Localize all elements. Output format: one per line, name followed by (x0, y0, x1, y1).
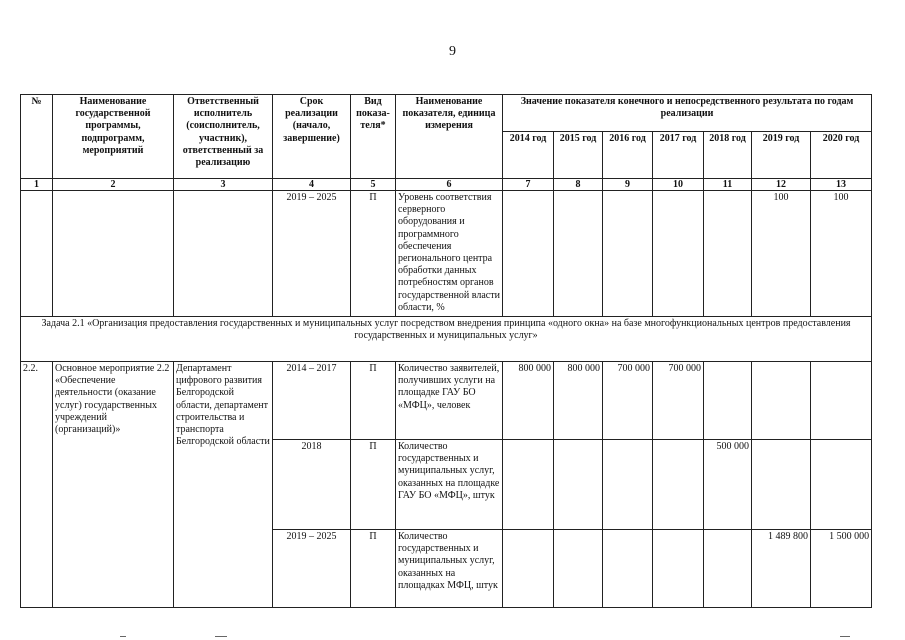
row-value (811, 362, 872, 440)
column-number: 4 (273, 179, 351, 191)
row-value (554, 440, 603, 530)
column-number: 11 (704, 179, 752, 191)
table-row (21, 191, 872, 317)
column-number: 9 (603, 179, 653, 191)
header-year: 2016 год (603, 132, 653, 179)
row-value (503, 440, 554, 530)
row-value: 700 000 (603, 362, 653, 440)
row-value (704, 530, 752, 608)
header-year: 2017 год (653, 132, 704, 179)
row-value: 500 000 (704, 440, 752, 530)
column-number-row (21, 179, 872, 191)
row-indicator: Количество государственных и муниципальных услуг, оказанных на площадках МФЦ, штук (396, 530, 503, 608)
row-value (653, 530, 704, 608)
row-value (704, 362, 752, 440)
row-period: 2019 – 2025 (273, 530, 351, 608)
column-number: 13 (811, 179, 872, 191)
header-indicator-type: Вид показа-теля* (351, 95, 396, 179)
row-value (704, 191, 752, 317)
column-number: 8 (554, 179, 603, 191)
column-number: 12 (752, 179, 811, 191)
row-name-cell (53, 191, 174, 317)
header-year: 2014 год (503, 132, 554, 179)
event-num: 2.2. (21, 362, 53, 608)
page-number: 9 (449, 44, 456, 59)
row-indicator: Количество заявителей, получивших услуги на площадке ГАУ БО «МФЦ», человек (396, 362, 503, 440)
row-value (503, 191, 554, 317)
row-value (554, 191, 603, 317)
header-year: 2019 год (752, 132, 811, 179)
row-value: 1 489 800 (752, 530, 811, 608)
header-year: 2020 год (811, 132, 872, 179)
row-indicator-type: П (351, 362, 396, 440)
table-row (21, 362, 872, 440)
row-period: 2014 – 2017 (273, 362, 351, 440)
header-indicator-name: Наименование показателя, единица измерения (396, 95, 503, 179)
event-name: Основное мероприятие 2.2 «Обеспечение деятельности (оказание услуг) государственных учреждений (организаций)» (53, 362, 174, 608)
event-executor: Департамент цифрового развития Белгородской области, департамент строительства и транспорта Белгородской области (174, 362, 273, 608)
row-indicator-type: П (351, 530, 396, 608)
row-value: 100 (811, 191, 872, 317)
row-indicator-type: П (351, 191, 396, 317)
column-number: 1 (21, 179, 53, 191)
header-year: 2015 год (554, 132, 603, 179)
row-value: 800 000 (503, 362, 554, 440)
header-name: Наименование государственной программы, подпрограмм, мероприятий (53, 95, 174, 179)
column-number: 3 (174, 179, 273, 191)
task-title: Задача 2.1 «Организация предоставления государственных и муниципальных услуг посредством внедрения принципа «одного окна» на базе многофункциональных центров предоставления государственных и муниципальных услуг» (21, 317, 872, 362)
row-value (603, 191, 653, 317)
row-value (653, 191, 704, 317)
row-period: 2018 (273, 440, 351, 530)
column-number: 2 (53, 179, 174, 191)
header-year: 2018 год (704, 132, 752, 179)
program-table (20, 94, 872, 608)
row-value (752, 440, 811, 530)
column-number: 7 (503, 179, 554, 191)
scan-artifact-line (840, 636, 850, 637)
row-indicator-type: П (351, 440, 396, 530)
row-value (653, 440, 704, 530)
row-value (603, 530, 653, 608)
column-number: 10 (653, 179, 704, 191)
row-value: 1 500 000 (811, 530, 872, 608)
row-indicator: Уровень соответствия серверного оборудования и программного обеспечения регионального центра обработки данных потребностям органов государственной власти области, % (396, 191, 503, 317)
row-value (603, 440, 653, 530)
row-indicator: Количество государственных и муниципальных услуг, оказанных на площадке ГАУ БО «МФЦ», штук (396, 440, 503, 530)
row-executor-cell (174, 191, 273, 317)
header-num: № (21, 95, 53, 179)
row-value (503, 530, 554, 608)
row-period: 2019 – 2025 (273, 191, 351, 317)
task-row (21, 317, 872, 362)
row-value: 100 (752, 191, 811, 317)
scan-artifact-line (120, 636, 126, 637)
row-value (752, 362, 811, 440)
header-values-title: Значение показателя конечного и непосредственного результата по годам реализации (503, 95, 872, 132)
row-num-cell (21, 191, 53, 317)
column-number: 5 (351, 179, 396, 191)
header-period: Срок реализации (начало, завершение) (273, 95, 351, 179)
header-executor: Ответственный исполнитель (соисполнитель, участник), ответственный за реализацию (174, 95, 273, 179)
row-value: 700 000 (653, 362, 704, 440)
row-value (554, 530, 603, 608)
row-value: 800 000 (554, 362, 603, 440)
column-number: 6 (396, 179, 503, 191)
row-value (811, 440, 872, 530)
scan-artifact-line (215, 636, 227, 637)
